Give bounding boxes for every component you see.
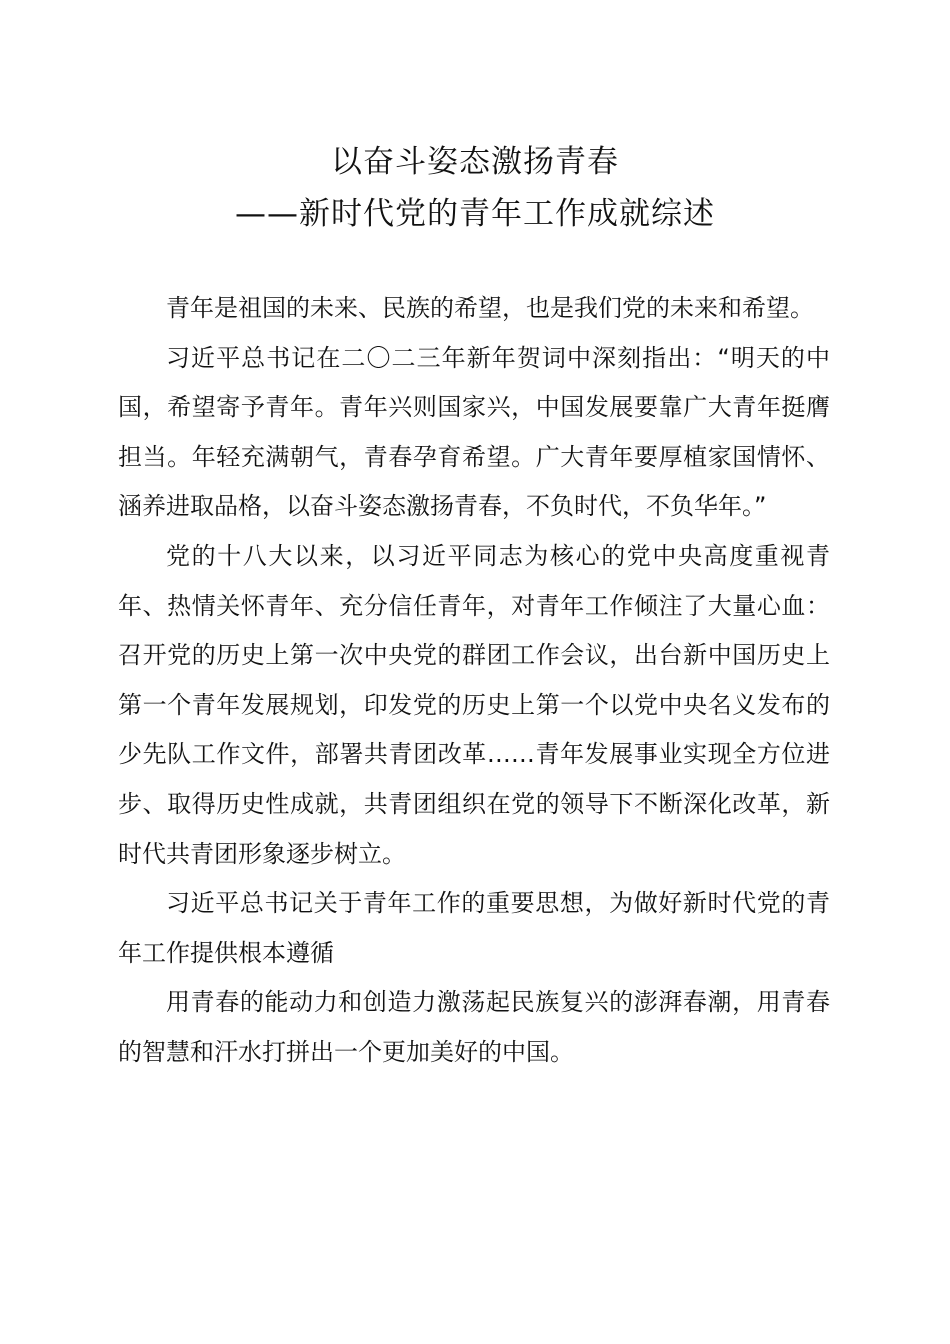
document-title: 以奋斗姿态激扬青春 [331,144,619,180]
document-body [118,284,830,1078]
paragraph-4: 习近平总书记关于青年工作的重要思想，为做好新时代党的青年工作提供根本遵循 [118,889,830,967]
paragraph-3: 党的十八大以来，以习近平同志为核心的党中央高度重视青年、热情关怀青年、充分信任青年，对青年工作倾注了大量心血：召开党的历史上第一次中央党的群团工作会议，出台新中国历史上第一个青年发展规划，印发党的历史上第一个以党中央名义发布的少先队工作文件，部署共青团改革……青年发展事业实现全方位进步、取得历史性成就，共青团组织在党的领导下不断深化改革，新时代共青团形象逐步树立。 [118,541,830,868]
paragraph-1: 青年是祖国的未来、民族的希望，也是我们党的未来和希望。 [166,294,814,322]
paragraph-2: 习近平总书记在二〇二三年新年贺词中深刻指出：“明天的中国，希望寄予青年。青年兴则国家兴，中国发展要靠广大青年挺膺担当。年轻充满朝气，青春孕育希望。广大青年要厚植家国情怀、涵养进取品格，以奋斗姿态激扬青春，不负时代，不负华年。” [118,343,830,521]
document-subtitle: ——新时代党的青年工作成就综述 [235,196,715,232]
title-block [0,136,950,240]
paragraph-5: 用青春的能动力和创造力激荡起民族复兴的澎湃春潮，用青春的智慧和汗水打拼出一个更加美好的中国。 [118,988,830,1066]
